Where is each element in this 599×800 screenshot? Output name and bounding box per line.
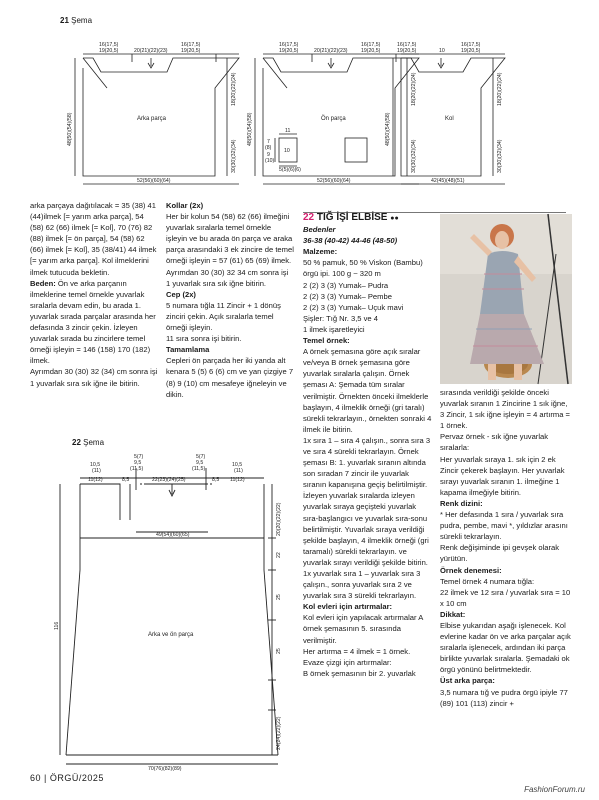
front-right-top: 18(20)(22)(24) <box>411 72 417 106</box>
model-photo <box>440 214 572 384</box>
f22-right-3: 25 <box>276 594 282 600</box>
pocket-label-7: 5(5)(6)(6) <box>279 167 301 173</box>
sleeve-top-left-2: 19(20,5) <box>397 48 417 54</box>
sleeve-top-right-2: 19(20,5) <box>461 48 481 54</box>
back-bottom: 52(56)(60)(64) <box>137 178 171 184</box>
pocket-label-1: 7 <box>267 139 270 145</box>
material-pembe: 2 (2) 3 (3) Yumak– Pembe <box>303 291 392 301</box>
sleeve-top-left-1: 16(17,5) <box>397 42 417 48</box>
back-piece-labels <box>67 42 237 184</box>
deneme-heading: Örnek denemesi: <box>440 565 502 575</box>
dikkat-heading: Dikkat: <box>440 609 466 619</box>
page-footer: 60 | ÖRGÜ/2025 <box>30 773 104 783</box>
f22-right-2: 22 <box>276 552 282 558</box>
front-left: 48(50)(54)(58) <box>247 112 253 146</box>
front-top-right-1: 16(17,5) <box>361 42 381 48</box>
column-2-text <box>166 200 294 400</box>
watermark: FashionForum.ru <box>524 785 585 794</box>
back-name: Arka parça <box>137 116 167 122</box>
ust-arka-heading: Üst arka parça: <box>440 676 495 686</box>
f22-right-1: 20(20)(22)(22) <box>276 502 282 536</box>
f22-bottom: 70(76)(82)(89) <box>148 766 182 772</box>
deneme-text-2: 22 ilmek ve 12 sıra / yuvarlak sıra = 10 x 10 cm <box>440 587 571 608</box>
pattern-number: 22 <box>303 212 315 223</box>
fig22-labels <box>54 454 282 772</box>
deneme-text: Temel örnek 4 numara tığla: <box>440 576 535 586</box>
pervaz-heading: Pervaz örnek - sık iğne yuvarlak sıralarla: <box>440 432 549 453</box>
f22-neck-right-2: 9,5 <box>196 460 204 466</box>
f22-top-left-3: 11(12) <box>88 477 103 483</box>
front-bottom: 52(56)(60)(64) <box>317 178 351 184</box>
back-top-mid: 20(21)(22)(23) <box>134 48 168 54</box>
column-4-text <box>440 387 572 709</box>
fig21-number: 21 <box>60 16 69 25</box>
cep-text: 5 numara tığla 11 Zincir + 1 dönüş zinciri çekin. Açık sıralarla temel örneği işleyin. <box>166 300 281 333</box>
back-top-right-2: 19(20,5) <box>181 48 201 54</box>
column-3-text <box>303 212 433 679</box>
f22-top-right-1: 10,5 <box>232 462 243 468</box>
material-yarn: 50 % pamuk, 50 % Viskon (Bambu) örgü ipi. 100 g ~ 320 m <box>303 258 423 279</box>
f22-top-mid: 22(23)(24)(25) <box>152 477 186 483</box>
f22-top-left-2: (11) <box>92 468 101 474</box>
f22-neck-left-3: (11,5) <box>130 466 144 472</box>
material-needles: Şişler: Tığ Nr. 3,5 ve 4 <box>303 313 378 323</box>
kol-evleri-1: Kol evleri için yapılacak artırmalar A örnek şemasının 5. sırasında verilmiştir. <box>303 613 423 645</box>
temel-text-2: 1x sıra 1 – sıra 4 çalışın., sonra sıra 3 ve sıra 4 sürekli tekrarlayın. Örnek şeması B: 1. yuvarlak sıranın altında son sıradan 7 zincir ile yuvarlak sıranın kapanışına geçiş belirtilmiştir. İzleyen yuvarlak sıralarda izleyen yuvarlak sıraya geçişteki yuvarlak sıra-başlangıcı ve yuvarlak sıra-sonu belirtilmiştir. Yuvarlak sıraya verildiği şekilde başlayın, 4 ilmeklik örneği (gri taramalı) sürekli tekrarlayın. ve yuvarlak sırayı verildiği şekilde bitirin. 1x yuvarlak sıra 1 – yuvarlak sıra 3 çalışın., sonra yuvarlak sıra 2 ve yuvarlak sıra 3 sürekli tekrarlayın. <box>303 435 431 601</box>
dress-outline <box>60 468 278 764</box>
tamamlama-heading: Tamamlama <box>166 345 210 355</box>
difficulty-dots: ●● <box>390 215 399 222</box>
ust-arka-text: 3,5 numara tığ ve pudra örgü ipiyle 77 (89) 101 (113) zincir + <box>440 687 568 708</box>
f22-top-l2: 8,5 <box>122 477 130 483</box>
kollar-text: Her bir kolun 54 (58) 62 (66) ilmeğini yuvarlak sıralarla temel örnekle işleyin ve bu arada ön parça ve araka parça arasındaki 3 ek zincire de temel örneği işleyin = 57 (61) 65 (69) ilmek. <box>166 212 294 266</box>
fig21-diagrams <box>55 28 575 190</box>
fig22-caption <box>72 438 104 447</box>
fig22-diagram <box>54 450 300 772</box>
front-top-left-2: 19(20,5) <box>279 48 299 54</box>
material-mavi: 2 (2) 3 (3) Yumak– Uçuk mavi <box>303 302 404 312</box>
front-top-mid: 20(21)(22)(23) <box>314 48 348 54</box>
f22-top-r2: 8,5 <box>212 477 220 483</box>
sleeve-right-top: 18(20)(22)(24) <box>497 72 503 106</box>
temel-text: A örnek şemasına göre açık sıralar ve/veya B örnek şemasına göre yuvarlak sıralarla çalışın. Örnek şeması A: Şemada tüm sıralar verilmiştir. Örnekten önceki ilmeklerle başlayın, 4 ilmeklik örneği (gri taralı) sürekli tekrarlayın., örnekten sonraki 4 ilmek ile bitirin. <box>303 347 432 434</box>
back-top-right-1: 16(17,5) <box>181 42 201 48</box>
col1-para-2: Ön ve arka parçanın ilmeklerine temel örnekle yuvarlak sıralarla devam edin, bu arada 1. yuvarlak sırada parçalar arasında her defasında 3 zincir çekin. İzleyen yuvarlak sırada bu zincirlere temel örneği işleyin = 146 (158) 170 (182) ilmek. <box>30 278 156 366</box>
pervaz-text: Her yuvarlak sıraya 1. sık için 2 ek Zincir çekerek başlayın. Her yuvarlak sırayı yuvarlak sıranın 1. ilmeğine 1 kapama ilmeğiyle bitirin. <box>440 454 565 497</box>
pocket-label-2: (8) <box>265 145 272 151</box>
pocket-label-6: 10 <box>284 148 290 154</box>
kol-evleri-2: Her artırma = 4 ilmek = 1 örnek. <box>303 646 411 656</box>
kol-evleri-heading: Kol evleri için artırmalar: <box>303 602 393 612</box>
back-left: 48(50)(54)(58) <box>67 112 73 146</box>
column-1-text <box>30 200 158 389</box>
fig22-number: 22 <box>72 438 81 447</box>
kol-evleri-4: B örnek şemasının bir 2. yuvarlak <box>303 668 416 678</box>
temel-heading: Temel örnek: <box>303 336 350 346</box>
back-top-left-1: 16(17,5) <box>99 42 119 48</box>
sizes-heading: Bedenler <box>303 225 336 235</box>
kollar-text-2: Ayrımdan 30 (30) 32 34 cm sonra işi 1 yuvarlak sıra sık iğne bitirin. <box>166 267 289 288</box>
f22-name: Arka ve ön parça <box>148 632 194 638</box>
kollar-heading: Kollar (2x) <box>166 201 204 210</box>
back-right-top: 18(20)(22)(24) <box>231 72 237 106</box>
fig22-word: Şema <box>83 438 105 447</box>
f22-neck-left-2: 9,5 <box>134 460 142 466</box>
f22-neck-left-1: 5(7) <box>134 454 144 460</box>
magazine-name: ÖRGÜ/2025 <box>49 773 104 783</box>
kol-evleri-3: Evaze çizgi için artırmalar: <box>303 657 392 667</box>
col1-para-1: arka parçaya dağıtılacak = 35 (38) 41 (44)ilmek [= yarım arka parça], 54 (58) 62 (66) ilmek [= Kol], 70 (76) 82 (88) ilmek [= ön parça], 54 (58) 62 (66) ilmek [= Kol], 35 (38/41) 44 ilmek [= yarım arka parça]. Kol ilmeklerini ilmek tutucuda bekletin. <box>30 201 157 277</box>
front-top-left-1: 16(17,5) <box>279 42 299 48</box>
pocket-label-4: (10) <box>265 158 275 164</box>
sleeve-left: 48(50)(54)(58) <box>385 112 391 146</box>
sleeve-schematic <box>385 42 505 184</box>
f22-neck-right-1: 5(7) <box>196 454 206 460</box>
pocket-label-5: 11 <box>285 128 291 134</box>
sizes-value: 36-38 (40-42) 44-46 (48-50) <box>303 236 398 246</box>
fig21-caption <box>60 16 92 25</box>
f22-neck-right-3: (11,5) <box>192 466 206 472</box>
back-right-bottom: 30(30)(32)(34) <box>231 139 237 173</box>
cep-text-2: 11 sıra sonra işi bitirin. <box>166 334 242 344</box>
col1-beden-heading: Beden: <box>30 278 56 288</box>
pocket-label-3: 9 <box>267 152 270 158</box>
f22-right-4: 25 <box>276 648 282 654</box>
f22-right-5: 24(24)(22)(22) <box>276 716 282 750</box>
renk-text-2: Renk değişiminde ipi gevşek olarak yürütün. <box>440 543 560 564</box>
f22-left: 116 <box>54 621 60 630</box>
sleeve-top-mid: 10 <box>439 48 445 54</box>
col1-para-3: Ayrımdan 30 (30) 32 (34) cm sonra işi 1 yuvarlak sıra sık iğne ile bitirin. <box>30 367 158 388</box>
sleeve-bottom: 42(45)(48)(51) <box>431 178 465 184</box>
dikkat-text: Elbise yukarıdan aşağı işlenecek. Kol evlerine kadar ön ve arka parçalar açık sıralarla işlenecek, ardından iki parça birlikte yuvarlak sıralarla. Şemadaki ok örgü yönünü belirtmektedir. <box>440 620 571 675</box>
f22-top-left-1: 10,5 <box>90 462 101 468</box>
f22-top-right-2: (11) <box>234 468 243 474</box>
material-pudra: 2 (2) 3 (3) Yumak– Pudra <box>303 280 389 290</box>
tamamlama-text: Cepleri ön parçada her iki yanda alt kenara 5 (5) 6 (6) cm ve yan çizgiye 7 (8) 9 (10) cm mesafeye iğneleyin ve dikin. <box>166 356 294 399</box>
pattern-title: TIĞ İŞİ ELBİSE <box>316 212 388 223</box>
f22-mid-width: 49(54)(60)(65) <box>156 532 190 538</box>
front-name: Ön parça <box>321 116 346 122</box>
sleeve-name: Kol <box>445 116 454 122</box>
front-right-bottom: 30(30)(32)(34) <box>411 139 417 173</box>
page-number: 60 <box>30 773 42 783</box>
fig21-word: Şema <box>71 16 93 25</box>
f22-top-right-3: 11(12) <box>230 477 245 483</box>
sleeve-top-right-1: 16(17,5) <box>461 42 481 48</box>
front-top-right-2: 19(20,5) <box>361 48 381 54</box>
renk-heading: Renk dizini: <box>440 498 483 508</box>
cep-heading: Cep (2x) <box>166 289 196 299</box>
back-top-left-2: 19(20,5) <box>99 48 119 54</box>
col4-para-0: sırasında verildiği şekilde önceki yuvarlak sıranın 1 Zincirine 1 sık iğne, 3 Zincir, 1 sık iğne işleyin = 4 artırma = 1 örnek. <box>440 388 570 431</box>
renk-text: * Her defasında 1 sıra / yuvarlak sıra pudra, pembe, mavi *, yıldızlar arasını sürekli tekrarlayın. <box>440 510 568 542</box>
materials-heading: Malzeme: <box>303 247 338 257</box>
material-marker: 1 ilmek işaretleyici <box>303 324 365 334</box>
sleeve-right-bottom: 30(30)(32)(34) <box>497 139 503 173</box>
